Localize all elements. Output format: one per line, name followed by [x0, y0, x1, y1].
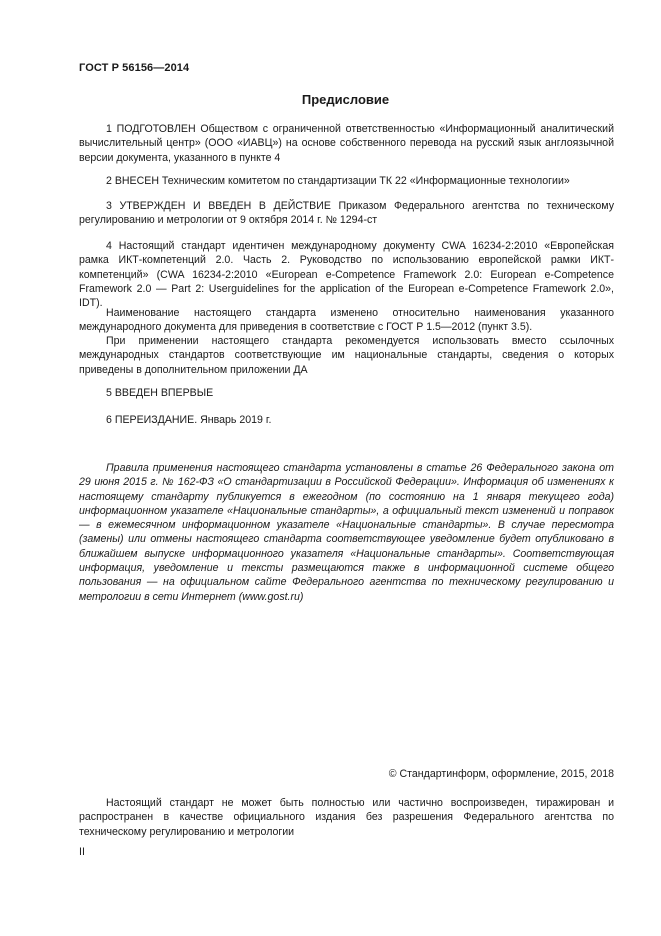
item-4-identical: 4 Настоящий стандарт идентичен международному документу CWA 16234-2:2010 «Европейская рамка ИКТ-компетенций 2.0. Часть 2. Руководство по использованию европейской рамки ИКТ-компетенций» (CWA 16234-2:2010 «European e-Competence Framework 2.0: European e-Competence Framework 2.0 — Part 2: Userguidelines for the application of the European e-Competence Framework 2.0», IDT).: [79, 240, 614, 310]
item-2-introduced: 2 ВНЕСЕН Техническим комитетом по стандартизации ТК 22 «Информационные технологии»: [106, 175, 570, 187]
item-5-first-time: 5 ВВЕДЕН ВПЕРВЫЕ: [106, 387, 214, 399]
item-4-reference-note: При применении настоящего стандарта рекомендуется использовать вместо ссылочных международных стандартов соответствующие им национальные стандарты, сведения о которых приведены в дополнительном приложении ДА: [79, 335, 614, 376]
section-heading: Предисловие: [301, 92, 390, 107]
item-3-approved: 3 УТВЕРЖДЕН И ВВЕДЕН В ДЕЙСТВИЕ Приказом Федерального агентства по техническому регулированию и метрологии от 9 октября 2014 г. № 1294-ст: [79, 200, 614, 227]
page-number: II: [79, 846, 85, 858]
item-6-reissue: 6 ПЕРЕИЗДАНИЕ. Январь 2019 г.: [106, 414, 272, 426]
item-4-name-change: Наименование настоящего стандарта изменено относительно наименования указанного международного документа для приведения в соответствие с ГОСТ Р 1.5—2012 (пункт 3.5).: [79, 307, 614, 334]
document-code: ГОСТ Р 56156—2014: [79, 62, 190, 74]
item-1-prepared: 1 ПОДГОТОВЛЕН Обществом с ограниченной ответственностью «Информационный аналитический вычислительный центр» (ООО «ИАВЦ») на основе собственного перевода на русский язык англоязычной версии документа, указанного в пункте 4: [79, 123, 614, 164]
reproduction-notice: Настоящий стандарт не может быть полностью или частично воспроизведен, тиражирован и распространен в качестве официального издания без разрешения Федерального агентства по техническому регулированию и метрологии: [79, 797, 614, 838]
copyright-line: © Стандартинформ, оформление, 2015, 2018: [388, 768, 614, 780]
standard-application-notice: Правила применения настоящего стандарта установлены в статье 26 Федерального закона от 29 июня 2015 г. № 162-ФЗ «О стандартизации в Российской Федерации». Информация об изменениях к настоящему стандарту публикуется в ежегодном (по состоянию на 1 января текущего года) информационном указателе «Национальные стандарты», а официальный текст изменений и поправок — в ежемесячном информационном указателе «Национальные стандарты». В случае пересмотра (замены) или отмены настоящего стандарта соответствующее уведомление будет опубликовано в ближайшем выпуске информационного указателя «Национальные стандарты». Соответствующая информация, уведомление и тексты размещаются также в информационной системе общего пользования — на официальном сайте Федерального агентства по техническому регулированию и метрологии в сети Интернет (www.gost.ru): [79, 462, 614, 603]
